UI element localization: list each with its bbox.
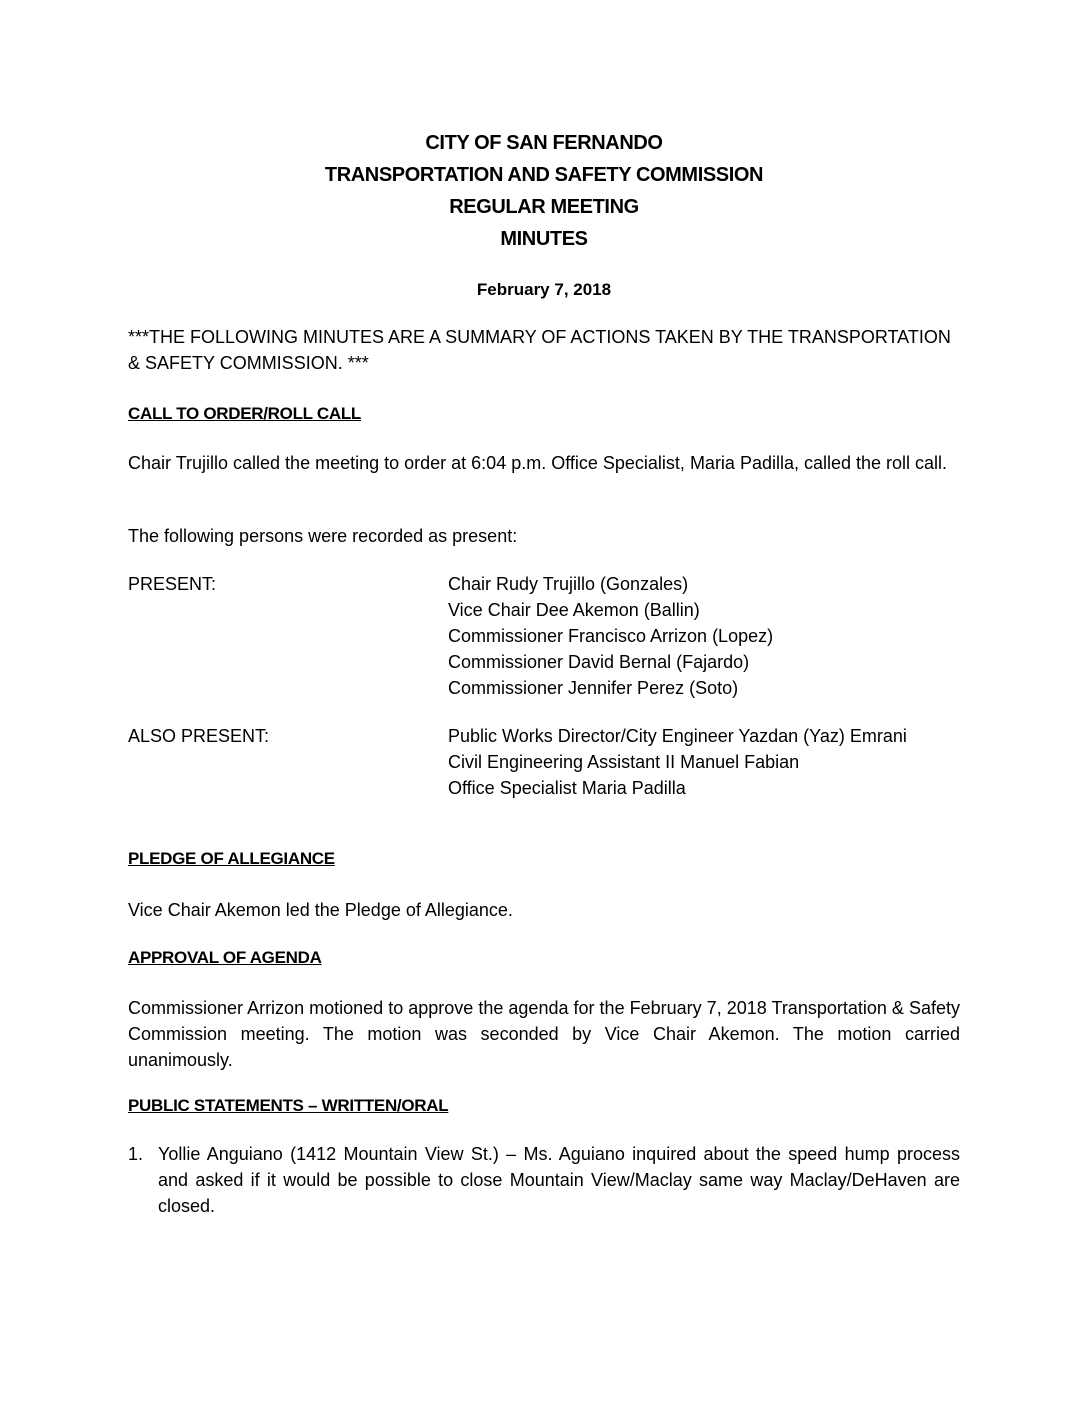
present-intro: The following persons were recorded as present: — [128, 526, 518, 546]
also-present-member: Public Works Director/City Engineer Yazdan (Yaz) Emrani — [448, 726, 907, 746]
meeting-type-title: REGULAR MEETING — [449, 196, 639, 218]
call-to-order-heading: CALL TO ORDER/ROLL CALL — [128, 404, 361, 423]
public-statements-heading: PUBLIC STATEMENTS – WRITTEN/ORAL — [128, 1096, 449, 1115]
present-label: PRESENT: — [128, 574, 217, 594]
also-present-member: Office Specialist Maria Padilla — [448, 778, 686, 798]
city-title: CITY OF SAN FERNANDO — [425, 132, 663, 154]
meeting-date: February 7, 2018 — [476, 280, 612, 299]
call-to-order-text: Chair Trujillo called the meeting to order at 6:04 p.m. Office Specialist, Maria Padilla, called the roll call. — [128, 453, 948, 473]
present-member: Vice Chair Dee Akemon (Ballin) — [448, 600, 700, 620]
document-type-title: MINUTES — [500, 228, 588, 250]
list-item-text: Yollie Anguiano (1412 Mountain View St.) – Ms. Aguiano inquired about the speed hump process and asked if it would be possible to close Mountain View/Maclay same way Maclay/DeHaven are closed. — [158, 1144, 960, 1216]
also-present-label: ALSO PRESENT: — [128, 726, 270, 746]
present-member: Commissioner Francisco Arrizon (Lopez) — [448, 626, 774, 646]
present-list — [448, 571, 968, 701]
pledge-text: Vice Chair Akemon led the Pledge of Allegiance. — [128, 900, 513, 920]
agenda-text: Commissioner Arrizon motioned to approve the agenda for the February 7, 2018 Transportation & Safety Commission meeting. The motion was seconded by Vice Chair Akemon. The motion carried unanimously. — [128, 998, 960, 1070]
present-member: Commissioner Jennifer Perez (Soto) — [448, 678, 739, 698]
pledge-heading: PLEDGE OF ALLEGIANCE — [128, 849, 335, 868]
present-member: Commissioner David Bernal (Fajardo) — [448, 652, 750, 672]
also-present-list — [448, 723, 968, 801]
commission-title: TRANSPORTATION AND SAFETY COMMISSION — [324, 164, 764, 186]
list-item-number: 1. — [128, 1144, 144, 1164]
also-present-member: Civil Engineering Assistant II Manuel Fabian — [448, 752, 800, 772]
summary-note: ***THE FOLLOWING MINUTES ARE A SUMMARY OF ACTIONS TAKEN BY THE TRANSPORTATION & SAFETY COMMISSION. *** — [128, 327, 951, 373]
present-member: Chair Rudy Trujillo (Gonzales) — [448, 574, 689, 594]
agenda-heading: APPROVAL OF AGENDA — [128, 948, 322, 967]
